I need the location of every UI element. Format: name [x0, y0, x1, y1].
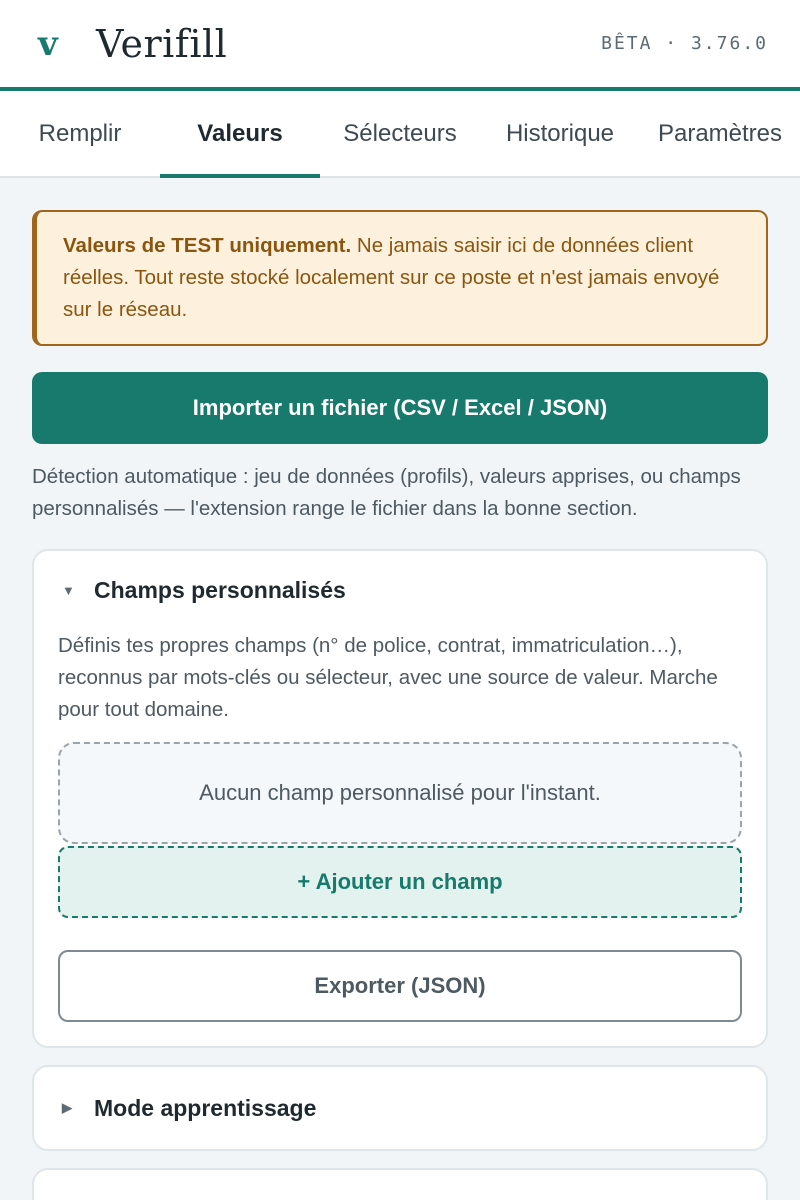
custom-fields-toggle[interactable] [58, 577, 742, 604]
app-logo: v [38, 23, 58, 64]
warning-title: Valeurs de TEST uniquement. [63, 234, 352, 257]
tab-selecteurs[interactable]: Sélecteurs [343, 119, 457, 147]
learning-mode-toggle[interactable] [58, 1095, 316, 1122]
tab-bar [0, 91, 800, 178]
caret-down-icon: ▼ [62, 583, 75, 598]
empty-state: Aucun champ personnalisé pour l'instant. [58, 742, 742, 844]
caret-right-icon: ▶ [62, 1100, 72, 1115]
learning-mode-section [32, 1065, 768, 1151]
app-title: Verifill [96, 21, 228, 66]
tab-parametres[interactable]: Paramètres [657, 119, 783, 147]
tab-remplir[interactable]: Remplir [38, 119, 122, 147]
section-title: Mode apprentissage [94, 1094, 317, 1121]
test-values-warning [32, 210, 768, 346]
tab-valeurs[interactable]: Valeurs [160, 91, 320, 176]
next-section-card [32, 1168, 768, 1200]
main-content [0, 178, 800, 1200]
app-header [0, 0, 800, 91]
export-json-button[interactable]: Exporter (JSON) [58, 950, 742, 1022]
tab-historique[interactable]: Historique [505, 119, 615, 147]
warning-text: Ne jamais saisir ici de données client réelles. Tout reste stocké localement sur ce poste et n'est jamais envoyé sur le réseau. [63, 234, 720, 321]
version-label: BÊTA · 3.76.0 [601, 33, 768, 54]
import-file-button[interactable]: Importer un fichier (CSV / Excel / JSON) [32, 372, 768, 444]
section-title: Champs personnalisés [94, 577, 346, 603]
custom-fields-section [32, 549, 768, 1048]
import-helper-text: Détection automatique : jeu de données (profils), valeurs apprises, ou champs personnalisés — l'extension range le fichier dans la bonne section. [32, 465, 741, 520]
add-field-button[interactable]: + Ajouter un champ [58, 846, 742, 918]
section-description: Définis tes propres champs (n° de police, contrat, immatriculation…), reconnus par mots-clés ou sélecteur, avec une source de valeur. Marche pour tout domaine. [58, 634, 718, 721]
